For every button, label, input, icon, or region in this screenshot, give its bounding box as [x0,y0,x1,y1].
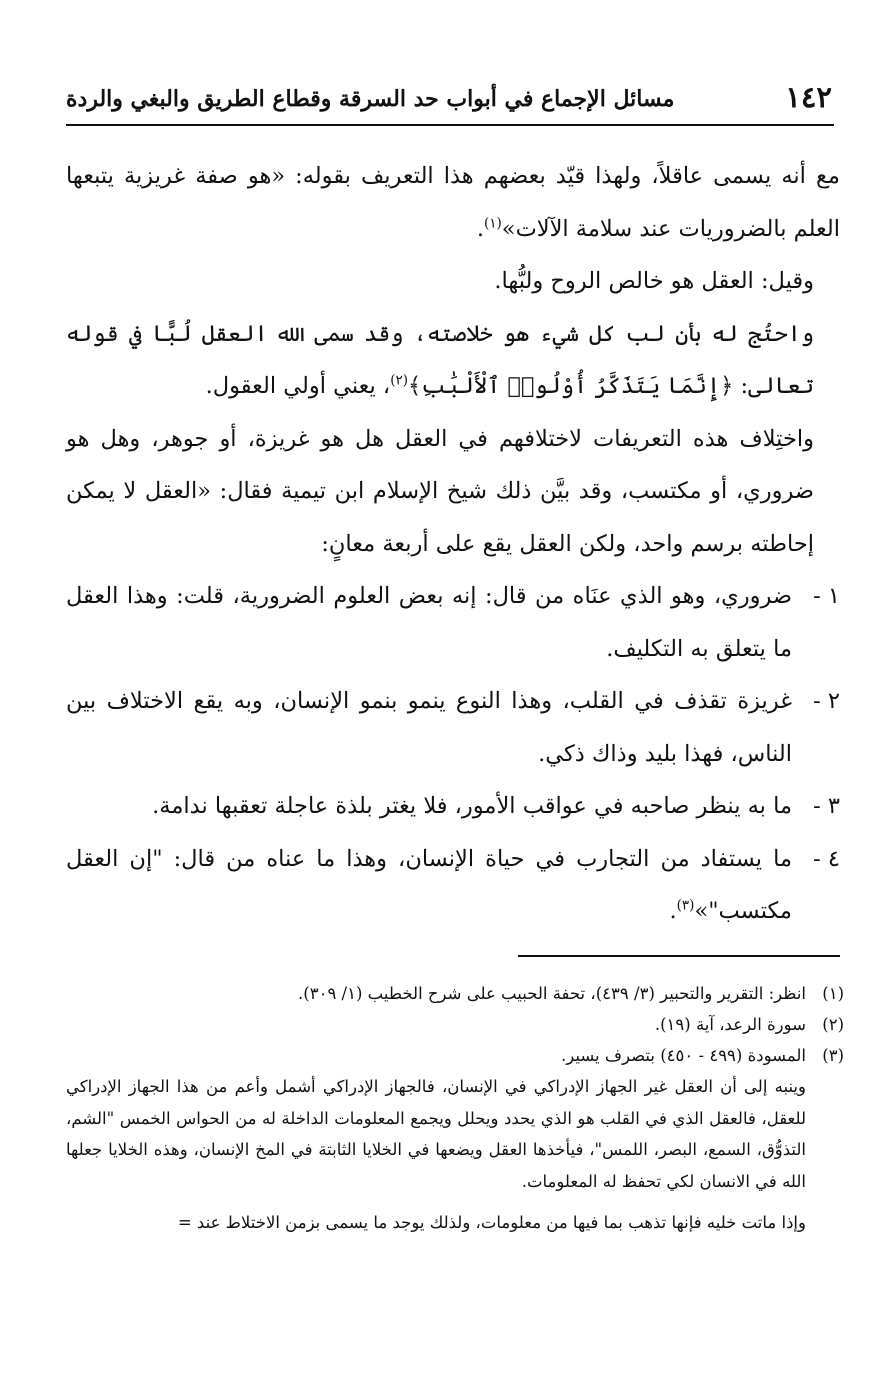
list-item-text: ضروري، وهو الذي عنَاه من قال: إنه بعض العلوم الضرورية، قلت: وهذا العقل ما يتعلق به التكليف. [66,583,792,662]
footnote [66,1009,844,1040]
footnote [66,978,844,1009]
footnote-separator [518,955,840,957]
footnotes [66,978,844,1238]
main-text [66,150,840,938]
footnote-extra: وإذا ماتت خليه فإنها تذهب بما فيها من معلومات، ولذلك يوجد ما يسمى بزمن الاختلاط عند = [177,1213,806,1232]
paragraph-1: مع أنه يسمى عاقلاً، ولهذا قيّد بعضهم هذا التعريف بقوله: «هو صفة غريزية يتبعها العلم بالضروريات عند سلامة الآلات»$^{(١)}$. [66,163,840,242]
list-item-number: ١ - [813,583,840,609]
footnote-ref-3[interactable]: (٣) [676,897,695,914]
list-item-text: ما به ينظر صاحبه في عواقب الأمور، فلا يغتر بلذة عاجلة تعقبها ندامة. [152,793,792,819]
list-item [66,780,840,833]
paragraph-3: واحتُج له بأن لب كل شيء هو خلاصته، وقد سمى الله العقل لُبًّا في قوله تعالى: ﴿إِنَّمَا يَتَذَكَّرُ أُوْلُوا۟ ٱلْأَلْبَٰبِ﴾$^{(٢)}$، يعني أولي العقول. [66,320,814,399]
page-header [66,74,834,126]
list-item-text: غريزة تقذف في القلب، وهذا النوع ينمو بنمو الإنسان، وبه يقع الاختلاف بين الناس، فهذا بليد وذاك ذكي. [66,688,792,767]
footnote [66,1040,844,1071]
paragraph-4: واختِلاف هذه التعريفات لاختلافهم في العقل هل هو غريزة، أو جوهر، وهل هو ضروري، أو مكتسب، وقد بيَّن ذلك شيخ الإسلام ابن تيمية فقال: «العقل لا يمكن إحاطته برسم واحد، ولكن العقل يقع على أربعة معانٍ: [66,425,814,557]
footnote-ref-2[interactable]: (٢) [390,372,409,389]
footnote-text: انظر: التقرير والتحبير (٣/ ٤٣٩)، تحفة الحبيب على شرح الخطيب (١/ ٣٠٩). [298,984,806,1003]
footnote-text: سورة الرعد، آية (١٩). [654,1015,806,1034]
footnote-number: (١) [822,984,844,1003]
footnote-number: (٣) [822,1046,844,1065]
paragraph-2: وقيل: العقل هو خالص الروح ولبُّها. [494,268,814,294]
footnote-text: المسودة (٤٩٩ - ٤٥٠) بتصرف يسير. [561,1046,806,1065]
footnote-continuation: وينبه إلى أن العقل غير الجهاز الإدراكي في الإنسان، فالجهاز الإدراكي أشمل وأعم من هذا الجهاز الإدراكي للعقل، فالعقل الذي في القلب هو الذي يحدد ويحلل ويجمع المعلومات الداخلة له من الحواس الخمس "الشم، التذوُّق، السمع، البصر، اللمس"، فيأخذها العقل ويضعها في الخلايا الثابتة في المخ الإنسان، وهذه الخلايا جعلها الله في الانسان لكي تحفظ له المعلومات. [66,1077,806,1191]
list-item [66,570,840,675]
list-item-number: ٤ - [813,845,840,872]
list-item-number: ٣ - [813,793,840,819]
list-item [66,675,840,780]
footnote-number: (٢) [822,1015,844,1034]
running-title: مسائل الإجماع في أبواب حد السرقة وقطاع الطريق والبغي والردة [66,86,675,112]
list-item [66,833,840,938]
list-item-text: ما يستفاد من التجارب في حياة الإنسان، وهذا ما عناه من قال: "إن العقل مكتسب"»$^{(٣)}$. [66,845,792,924]
page-number: ١٤٢ [785,80,832,114]
list-item-number: ٢ - [813,688,840,714]
footnote-ref-1[interactable]: (١) [483,215,502,231]
